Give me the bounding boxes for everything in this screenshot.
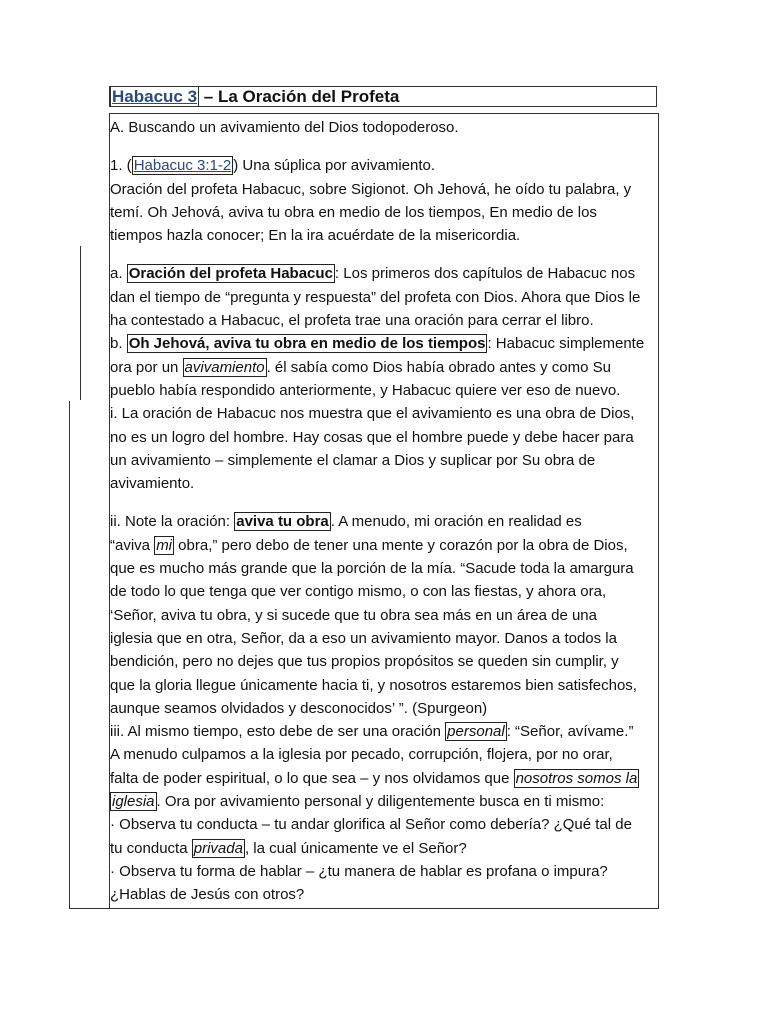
paragraph-line: un avivamiento – simplemente el clamar a Dios y suplicar por Su obra de [110,451,596,469]
paragraph-line: que la gloria llegue únicamente hacia ti, y nosotros estaremos bien satisfechos, [110,676,637,694]
paragraph-line: A menudo culpamos a la iglesia por pecado, corrupción, flojera, por no orar, [110,746,613,764]
scripture-line: tiempos hazla conocer; En la ira acuérdate de la misericordia. [110,227,521,245]
paragraph-line: avivamiento. [110,475,195,493]
paragraph-a: a. Oración del profeta Habacuc : Los primeros dos capítulos de Habacuc nos [110,265,636,283]
paragraph-line: que es mucho más grande que la porción de la mía. “Sacude toda la amargura [110,560,634,578]
paragraph-line: aunque seamos olvidados y desconocidos’ ”. (Spurgeon) [110,699,488,717]
paragraph-line: ha contestado a Habacuc, el profeta trae una oración para cerrar el libro. [110,312,594,330]
margin-line [80,246,81,400]
paragraph-line: dan el tiempo de “pregunta y respuesta” del profeta con Dios. Ahora que Dios le [110,288,641,306]
page-title [110,86,399,107]
paragraph-ii: ii. Note la oración: aviva tu obra . A menudo, mi oración en realidad es [110,513,582,531]
paragraph-line: falta de poder espiritual, o lo que sea – y nos olvidamos que nosotros somos la [110,769,638,787]
paragraph-line: ‘Señor, aviva tu obra, y si sucede que tu obra sea más en un área de una [110,606,597,624]
paragraph-line: “aviva mi obra,” pero debo de tener una mente y corazón por la obra de Dios, [110,536,628,554]
bullet-item: · Observa tu forma de hablar – ¿tu manera de hablar es profana o impura? [110,862,608,880]
point-1-heading: 1. ( Habacuc 3:1-2 ) Una súplica por avivamiento. [110,157,436,175]
paragraph-line: pueblo había respondido anteriormente, y Habacuc quiere ver eso de nuevo. [110,381,621,399]
paragraph-line: no es un logro del hombre. Hay cosas que el hombre puede y debe hacer para [110,428,634,446]
document-body [110,116,662,907]
paragraph-line: bendición, pero no dejes que tus propios propósitos se queden sin cumplir, y [110,653,619,671]
italic-term: avivamiento [184,358,265,376]
scripture-line: Oración del profeta Habacuc, sobre Sigionot. Oh Jehová, he oído tu palabra, y [110,180,632,198]
scripture-line: temí. Oh Jehová, aviva tu obra en medio de los tiempos, En medio de los [110,203,597,221]
italic-term: iglesia [112,793,155,811]
bold-term: Oh Jehová, aviva tu obra en medio de los tiempos [128,335,486,353]
italic-term: nosotros somos la [515,769,638,787]
paragraph-line: tu conducta privada , la cual únicamente ve el Señor? [110,839,467,857]
margin-line [69,401,70,909]
bullet-item: · Observa tu conducta – tu andar glorifica al Señor como debería? ¿Qué tal de [110,816,632,834]
paragraph-iii: iii. Al mismo tiempo, esto debe de ser una oración personal : “Señor, avívame.” [110,723,634,741]
italic-term: personal [447,723,505,741]
title-text: – La Oración del Profeta [199,87,400,106]
italic-term: privada [193,839,243,857]
margin-line [69,908,110,909]
bold-term: aviva tu obra [236,513,329,531]
paragraph-i: i. La oración de Habacuc nos muestra que el avivamiento es una obra de Dios, [110,405,635,423]
scripture-link[interactable]: Habacuc 3:1-2 [133,157,232,175]
bold-term: Oración del profeta Habacuc [128,265,333,283]
italic-term: mi [156,536,173,554]
paragraph-b: b. Oh Jehová, aviva tu obra en medio de los tiempos : Habacuc simplemente [110,335,645,353]
paragraph-line: de todo lo que tenga que ver contigo mismo, o con las fiestas, y ahora ora, [110,583,607,601]
paragraph-line: iglesia que en otra, Señor, da a eso un avivamiento mayor. Danos a todos la [110,629,617,647]
paragraph-line: ¿Hablas de Jesús con otros? [110,886,305,904]
section-heading: A. Buscando un avivamiento del Dios todopoderoso. [110,119,459,136]
title-scripture-link[interactable]: Habacuc 3 [112,87,198,106]
paragraph-line: iglesia . Ora por avivamiento personal y diligentemente busca en ti mismo: [112,793,605,811]
paragraph-line: ora por un avivamiento . él sabía como Dios había obrado antes y como Su [110,358,611,376]
